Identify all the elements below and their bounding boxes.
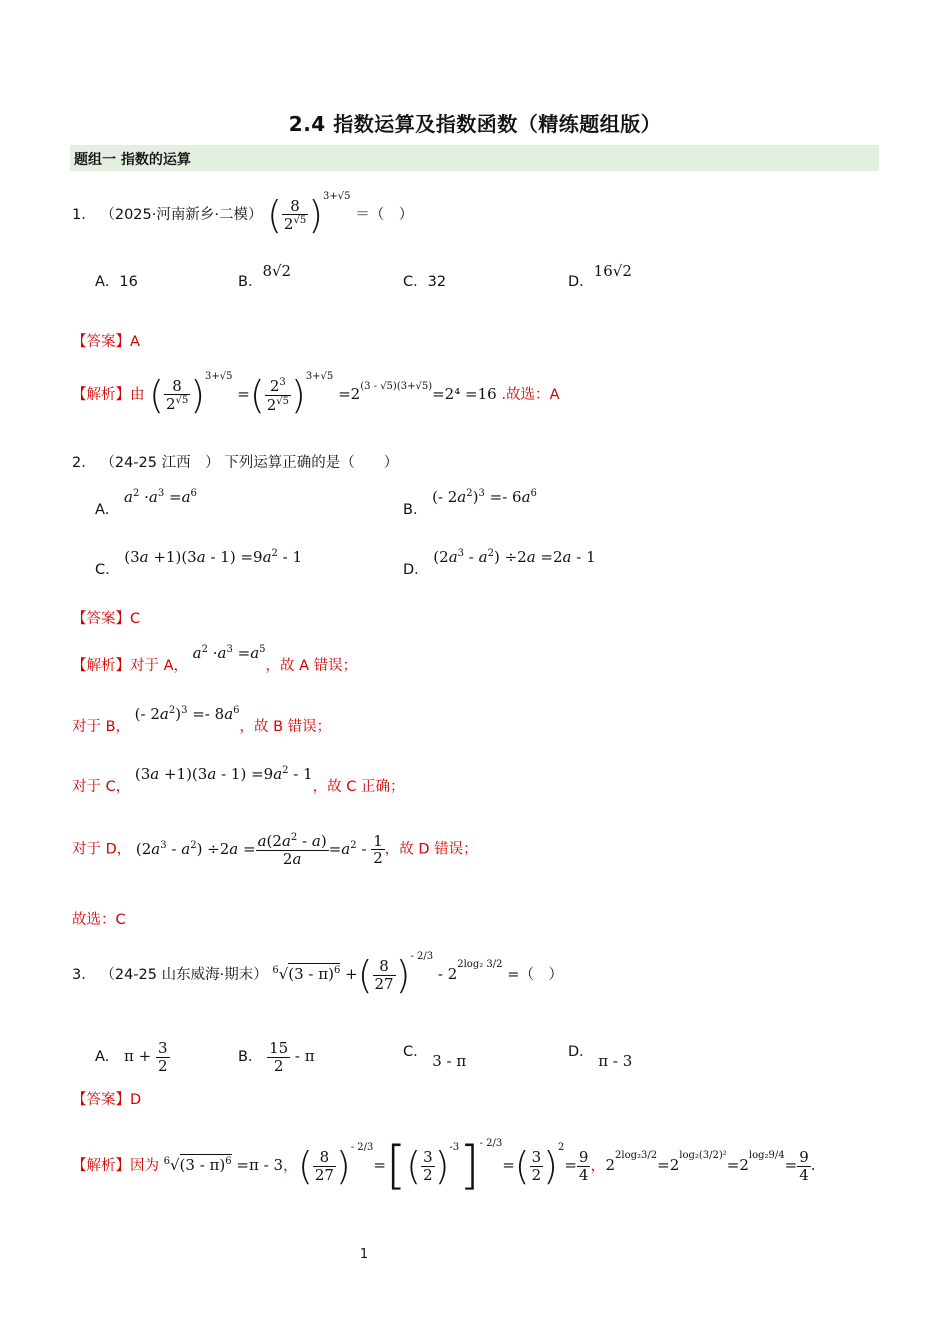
question-3 (72, 951, 563, 997)
question-number: 2． (72, 455, 96, 471)
option-c: C． 3 - π (403, 1044, 467, 1070)
question-source: （24-25 山东威海·期末） (100, 967, 268, 983)
option-d: D． π - 3 (568, 1044, 633, 1070)
option-b: B． (- $2a^2)^3 =- 6a^6$ (403, 488, 537, 518)
option-b: B． $\frac{15}{2}$ - π (238, 1039, 315, 1075)
question-2 (72, 451, 398, 472)
analysis-2d: 对于 D， $(2a^3 - a^2) \div 2a$ = $\frac{a(2a^2 - a)}{2a}$ $=a^2$ - $\frac{1}{2}$ ，故 D 错误； (72, 831, 478, 868)
answer-blank: =（ ） (507, 967, 563, 983)
option-a: A． $a^2 \cdot a^3 =a^6$ (95, 488, 197, 518)
analysis-1: 【解析】由 ( $\frac{8}{2^{√5}}$ )$^{3+√5}$ =( $\frac{2^3}{2^{√5}}$ )$^{3+√5} =2^{(3 - √5)(3+√5)}=2^4 =16$ .故选：A (72, 371, 560, 417)
question-number: 3． (72, 967, 96, 983)
question-source: （24-25 江西 ） (100, 455, 220, 471)
question-stem: 下列运算正确的是（ ） (224, 455, 399, 471)
section-header (70, 145, 879, 171)
analysis-2-final: 故选：C (72, 912, 126, 928)
page-title: 2.4 指数运算及指数函数（精练题组版） (288, 112, 662, 136)
analysis-2c: 对于 C， $(3a +1)(3a - 1) =9a^2 - 1$，故 C 正确； (72, 765, 405, 795)
question-number: 1． (72, 207, 96, 223)
answer-2: 【答案】C (72, 611, 141, 627)
analysis-3: 【解析】因为 $^6$√(3 - π)$^6$ =π - 3，( $\frac{8}{27}$ )$^{- 2/3}$=[( $\frac{3}{2}$ )$^{-3}$]$^{- 2/3}$=( $\frac{3}{2}$ )$^2$= $\frac{9}{4}$ ，$2^{2log_23/2}=2^{log_2(3/2)^2}=2^{log_29/4}=$ $\frac{9}{4}$ . (72, 1136, 816, 1196)
question-1 (72, 191, 414, 237)
option-d: D． $(2a^3 - a^2) \div 2a =2a - 1$ (403, 548, 596, 578)
answer-3: 【答案】D (72, 1092, 142, 1108)
question-source: （2025·河南新乡·二模） (100, 207, 263, 223)
option-b: B．8√2 (238, 262, 292, 290)
analysis-2a: 【解析】对于 A， $a^2 \cdot a^3 =a^5$，故 A 错误； (72, 644, 358, 674)
option-a: A． π + $\frac{3}{2}$ (95, 1039, 168, 1075)
option-c: C．32 (403, 274, 447, 290)
math-expression: ( $\frac{8}{2^{√5}}$ )$^{3+√5}$ =( $\frac{2^3}{2^{√5}}$ )$^{3+√5} =2^{(3 - √5)(3+√5)}=2^4 =16$ (149, 371, 497, 417)
page-number: 1 (359, 1247, 369, 1262)
option-d: D．16√2 (568, 262, 632, 290)
option-a: A．16 (95, 274, 138, 290)
section-title: 题组一 指数的运算 (74, 152, 191, 168)
option-c: C． $(3a +1)(3a - 1) =9a^2 - 1$ (95, 548, 303, 578)
math-expression: $^6$√(3 - π)$^6$ +( $\frac{8}{27}$ )$^{- 2/3} - 2^{2log_2 3/2}$ (272, 951, 503, 997)
analysis-2b: 对于 B， (- $2a^2)^3 =- 8a^6$，故 B 错误； (72, 705, 332, 735)
answer-blank: ＝（ ） (355, 207, 414, 223)
math-expression: ( $\frac{8}{2^{√5}}$ )$^{3+√5}$ (267, 191, 351, 237)
answer-1: 【答案】A (72, 334, 140, 350)
